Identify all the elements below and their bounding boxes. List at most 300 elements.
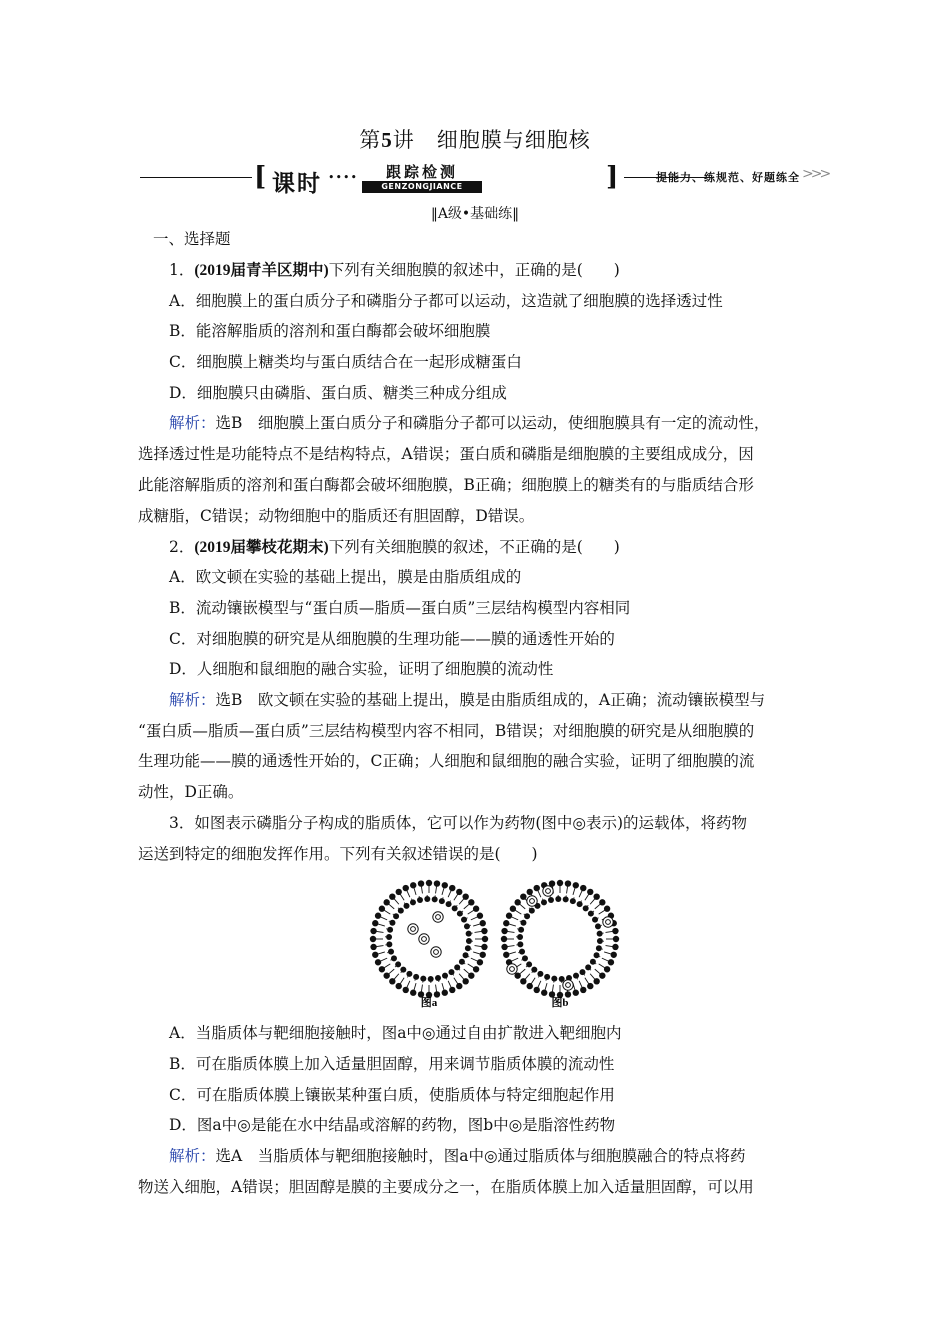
lipid-head [559,976,565,982]
lipid-head [391,955,397,961]
lipid-head [393,913,399,919]
lipid-tail [384,910,390,914]
q2-option-a: A．欧文顿在实验的基础上提出，膜是由脂质组成的 [169,568,522,586]
lipid-head [611,952,617,958]
lipid-head [541,990,547,996]
lipid-tail [515,910,521,914]
lipid-head [583,905,589,911]
lipid-head [527,983,533,989]
drug-marker [419,934,429,944]
lipid-tail [377,931,384,932]
lipid-tail [524,914,525,915]
lipid-tail [588,905,589,906]
figure-b-caption: 图b [551,997,569,1009]
lipid-head [398,908,404,914]
lipid-tail [471,917,477,920]
lipid-tail [400,894,404,900]
banner-pinyin: GENZONGJIANCE [362,181,482,193]
q2-analysis-line-2: “蛋白质—脂质—蛋白质”三层结构模型内容不相同，B错误；对细胞膜的研究是从细胞膜的 [138,722,755,740]
title-text: 讲 细胞膜与细胞核 [392,128,591,152]
lipid-tail [579,891,582,897]
lipid-tail [602,958,608,961]
lipid-head [448,969,454,975]
lipid-tail [468,910,474,914]
lipid-head [396,889,402,895]
lipid-head [432,896,438,902]
lipid-head [379,966,385,972]
lipid-head [514,899,520,905]
lipid-tail [421,985,422,992]
lipid-tail [414,888,416,895]
figure-a-caption: 图a [420,997,438,1009]
lipid-head [503,920,509,926]
lipid-head [526,961,532,967]
lipid-tail [473,952,480,954]
q1-analysis-line-4: 成糖脂，C错误；动物细胞中的脂质还有胆固醇，D错误。 [138,507,535,525]
lipid-head [442,882,448,888]
lipid-tail [593,911,594,912]
lipid-tail [475,931,482,932]
lipid-tail [520,904,525,909]
lipid-head [468,899,474,905]
lipid-tail [545,983,547,990]
lipid-tail [436,887,437,894]
lipid-head [599,972,605,978]
lipid-head [592,917,598,923]
q3-option-c: C．可在脂质体膜上镶嵌某种蛋白质，使脂质体与特定细胞起作用 [169,1086,615,1104]
lipid-tail [526,966,527,967]
q1-option-c: C．细胞膜上糖类均与蛋白质结合在一起形成糖蛋白 [169,353,522,371]
lipid-tail [584,975,585,976]
title-prefix: 第 [359,128,382,152]
lipid-tail [606,931,613,932]
lipid-tail [394,974,399,979]
q1-option-a: A．细胞膜上的蛋白质分子和磷脂分子都可以运动，这造就了细胞膜的选择透过性 [169,292,723,310]
banner-slogan: 提能力、练规范、好题练全 [656,171,800,184]
lipid-head [400,967,406,973]
lipid-tail [538,981,541,987]
drug-marker [507,964,517,974]
lipid-tail [453,975,454,976]
lipid-tail [590,970,591,971]
lipid-head [548,897,554,903]
lipid-head [481,928,487,934]
lipid-head [573,990,579,996]
lipid-tail [407,981,410,987]
q3-analysis-text-1: 选A 当脂质体与靶细胞接触时，图a中◎通过脂质体与细胞膜融合的特点将药 [215,1147,746,1165]
lipid-head [588,911,594,917]
lipid-tail [590,899,595,904]
q2-stem-text: 下列有关细胞膜的叙述，不正确的是( ) [328,538,620,556]
lipid-head [456,889,462,895]
lipid-head [442,973,448,979]
lipid-tail [404,903,405,904]
lipid-tail [599,910,605,914]
lipid-tail [464,963,465,964]
lipid-tail [604,952,611,954]
q1-number: 1． [169,261,195,279]
lipid-head [529,908,535,914]
lipid-head [541,899,547,905]
lipid-tail [595,904,600,909]
lipid-tail [459,899,464,904]
lipid-tail [471,958,477,961]
q1-stem-text: 下列有关细胞膜的叙述中，正确的是( ) [328,261,620,279]
lipid-head [466,931,472,937]
lipid-head [501,944,507,950]
lipid-tail [457,905,458,906]
lipid-head [527,889,533,895]
lipid-head [520,893,526,899]
lipid-head [473,966,479,972]
lipid-head [608,959,614,965]
lipid-tail [459,974,464,979]
lipid-head [595,923,601,929]
lipid-tail [462,911,463,912]
q2-number: 2． [169,538,195,556]
q1-analysis-text-1: 选B 细胞膜上蛋白质分子和磷脂分子都可以运动，使细胞膜具有一定的流动性， [215,414,770,432]
lipid-head [520,978,526,984]
banner-rule-left [140,177,252,178]
lipid-tail [389,969,394,974]
lipid-head [510,906,516,912]
lipid-tail [436,985,437,992]
lipid-tail [509,924,516,926]
q3-number: 3． [169,814,195,832]
lipid-head [446,901,452,907]
lipid-tail [595,969,600,974]
banner-bracket-left: [ [254,162,267,192]
lipid-tail [595,963,596,964]
lipid-tail [377,946,384,947]
lipid-head [563,896,569,902]
lipid-head [524,913,530,919]
lipid-head [464,923,470,929]
lipid-head [434,880,440,886]
chevron-right-icon: >>> [802,166,829,182]
lipid-head [396,983,402,989]
lipid-head [596,945,602,951]
lipid-head [370,936,376,942]
lipid-tail [468,964,474,968]
lipid-tail [599,964,605,968]
lipid-tail [384,964,390,968]
drug-marker [408,924,418,934]
lipid-head [481,944,487,950]
banner-dots: •••• [328,171,358,184]
lipid-head [468,972,474,978]
lipid-tail [512,917,518,920]
lipid-head [501,936,507,942]
lipid-tail [508,946,515,947]
lipid-tail [509,952,516,954]
lipid-head [461,917,467,923]
lipid-head [388,949,394,955]
lipid-head [570,898,576,904]
section-banner [140,163,830,195]
drug-marker [563,980,573,990]
q3-stem-line-2: 运送到特定的细胞发挥作用。下列有关叙述错误的是( ) [138,845,538,863]
lipid-tail [520,969,525,974]
title-lecture-number: 5 [381,128,393,152]
lipid-tail [552,985,553,992]
lipid-head [413,974,419,980]
lipid-head [477,959,483,965]
drug-marker [433,912,443,922]
lipid-head [389,920,395,926]
lipid-head [585,964,591,970]
lipid-head [410,899,416,905]
page-title [0,124,950,154]
banner-bracket-right: ] [606,162,619,192]
lipid-head [544,974,550,980]
lipid-tail [398,908,399,909]
q2-analysis-line-1 [169,690,765,710]
liposome-b [501,880,619,998]
lipid-head [580,987,586,993]
lipid-tail [585,894,589,900]
lipid-head [557,880,563,886]
lipid-tail [585,978,589,984]
lipid-head [577,901,583,907]
lipid-head [375,959,381,965]
q2-option-d: D．人细胞和鼠细胞的融合实验，证明了细胞膜的流动性 [169,660,554,678]
section-heading: 一、选择题 [153,230,231,248]
lipid-head [604,966,610,972]
lipid-tail [464,904,469,909]
q1-option-d: D．细胞膜只由磷脂、蛋白质、糖类三种成分组成 [169,384,507,402]
lipid-head [612,928,618,934]
lipid-tail [579,981,582,987]
q3-stem-text-1: 如图表示磷脂分子构成的脂质体，它可以作为药物(图中◎表示)的运载体，将药物 [194,814,747,832]
lipid-head [379,906,385,912]
lipid-head [456,983,462,989]
lipid-tail [381,917,387,920]
q1-analysis-line-1 [169,413,769,433]
q2-option-b: B．流动镶嵌模型与“蛋白质—脂质—蛋白质”三层结构模型内容相同 [169,599,631,617]
lipid-head [597,938,603,944]
lipid-tail [473,924,480,926]
lipid-head [517,941,523,947]
drug-marker [543,886,553,896]
lipid-head [534,987,540,993]
lipid-head [565,880,571,886]
lipid-tail [394,899,399,904]
lipid-head [593,978,599,984]
banner-keshi: 课时 [272,171,322,197]
lipid-tail [454,894,458,900]
lipid-head [534,885,540,891]
lipid-head [387,927,393,933]
lipid-head [424,896,430,902]
lipid-head [372,952,378,958]
drug-marker [431,947,441,957]
lipid-head [613,936,619,942]
lipid-tail [573,888,575,895]
banner-genzong: 跟踪检测 [385,163,458,181]
lipid-head [403,885,409,891]
lipid-head [587,983,593,989]
lipid-head [435,975,441,981]
lipid-tail [393,914,394,915]
question-3-stem [169,813,747,833]
liposome-figure [368,879,620,1009]
lipid-head [597,931,603,937]
lipid-head [383,972,389,978]
lipid-tail [525,974,530,979]
lipid-head [403,987,409,993]
lipid-head [404,903,410,909]
lipid-head [599,899,605,905]
liposome-a [370,880,488,998]
lipid-tail [459,970,460,971]
lipid-tail [606,946,613,947]
q1-analysis-label: 解析： [169,414,216,432]
lipid-tail [381,958,387,961]
lipid-head [449,885,455,891]
lipid-head [612,944,618,950]
level-label: ‖A级•基础练‖ [430,206,520,222]
lipid-head [520,920,526,926]
lipid-tail [448,981,451,987]
lipid-head [462,978,468,984]
lipid-tail [395,966,396,967]
q3-option-d: D．图a中◎是能在水中结晶或溶解的药物，图b中◎是脂溶性药物 [169,1116,616,1134]
lipid-head [449,987,455,993]
lipid-tail [389,904,394,909]
lipid-head [375,913,381,919]
q1-option-b: B．能溶解脂质的溶剂和蛋白酶都会破坏细胞膜 [169,322,491,340]
lipid-head [482,936,488,942]
q2-analysis-label: 解析： [169,691,216,709]
q3-option-b: B．可在脂质体膜上加入适量胆固醇，用来调节脂质体膜的流动性 [169,1055,615,1073]
lipid-head [480,920,486,926]
q2-option-c: C．对细胞膜的研究是从细胞膜的生理功能——膜的通透性开始的 [169,630,615,648]
lipid-head [428,976,434,982]
lipid-head [462,893,468,899]
q1-analysis-line-2: 选择透过性是功能特点不是结构特点，A错误；蛋白质和磷脂是细胞膜的主要组成成分，因 [138,445,754,463]
q2-analysis-line-4: 动性，D正确。 [138,783,244,801]
lipid-head [579,969,585,975]
lipid-tail [454,978,458,984]
lipid-head [454,964,460,970]
lipid-tail [531,978,535,984]
lipid-head [480,952,486,958]
lipid-head [386,941,392,947]
q3-analysis-label: 解析： [169,1147,216,1165]
lipid-head [537,971,543,977]
lipid-tail [378,952,385,954]
lipid-head [573,973,579,979]
lipid-tail [532,972,533,973]
lipid-tail [590,974,595,979]
lipid-head [522,955,528,961]
lipid-head [573,882,579,888]
question-1-stem [169,260,620,281]
lipid-head [452,905,458,911]
lipid-head [517,934,523,940]
lipid-head [587,889,593,895]
lipid-head [463,952,469,958]
q1-analysis-line-3: 此能溶解脂质的溶剂和蛋白酶都会破坏细胞膜，B正确；细胞膜上的糖类有的与脂质结合形 [138,476,754,494]
lipid-head [386,934,392,940]
lipid-head [501,928,507,934]
lipid-head [417,897,423,903]
lipid-tail [512,958,518,961]
lipid-head [604,906,610,912]
lipid-head [519,949,525,955]
lipid-tail [442,983,444,990]
lipid-head [551,976,557,982]
q2-analysis-line-3: 生理功能——膜的通透性开始的，C正确；人细胞和鼠细胞的融合实验，证明了细胞膜的流 [138,752,755,770]
q2-source: (2019届攀枝花期末) [194,539,329,556]
lipid-tail [401,972,402,973]
lipid-head [370,944,376,950]
lipid-head [389,978,395,984]
lipid-head [383,899,389,905]
q3-analysis-line-1 [169,1146,745,1166]
lipid-head [370,928,376,934]
lipid-head [459,959,465,965]
lipid-head [439,898,445,904]
lipid-head [372,920,378,926]
lipid-head [395,961,401,967]
lipid-tail [538,891,541,897]
drug-marker [603,917,613,927]
q2-analysis-text-1: 选B 欧文顿在实验的基础上提出，膜是由脂质组成的，A正确；流动镶嵌模型与 [215,691,766,709]
lipid-head [418,880,424,886]
lipid-head [389,893,395,899]
q1-source: (2019届青羊区期中) [194,262,329,279]
question-2-stem [169,537,620,558]
lipid-head [410,990,416,996]
lipid-tail [475,946,482,947]
lipid-tail [442,888,444,895]
lipid-head [410,882,416,888]
lipid-head [503,952,509,958]
lipid-head [442,990,448,996]
lipid-head [590,959,596,965]
lipid-head [518,927,524,933]
lipid-tail [448,891,451,897]
lipid-tail [421,887,422,894]
lipid-head [457,911,463,917]
lipid-head [531,967,537,973]
lipid-head [466,938,472,944]
drug-marker [527,896,537,906]
lipid-head [506,913,512,919]
lipid-tail [567,887,568,894]
lipid-head [426,880,432,886]
lipid-tail [407,891,410,897]
lipid-head [594,952,600,958]
q3-analysis-line-2: 物送入细胞，A错误；胆固醇是膜的主要成分之一，在脂质体膜上加入适量胆固醇，可以用 [138,1178,754,1196]
lipid-tail [400,978,404,984]
lipid-head [580,885,586,891]
q3-option-a: A．当脂质体与靶细胞接触时，图a中◎通过自由扩散进入靶细胞内 [169,1024,622,1042]
lipid-tail [508,931,515,932]
lipid-head [473,906,479,912]
lipid-tail [529,908,530,909]
lipid-tail [414,983,416,990]
lipid-head [420,976,426,982]
lipid-tail [464,969,469,974]
lipid-head [555,896,561,902]
lipid-tail [378,924,385,926]
lipid-head [465,945,471,951]
lipid-head [406,971,412,977]
lipid-head [477,913,483,919]
